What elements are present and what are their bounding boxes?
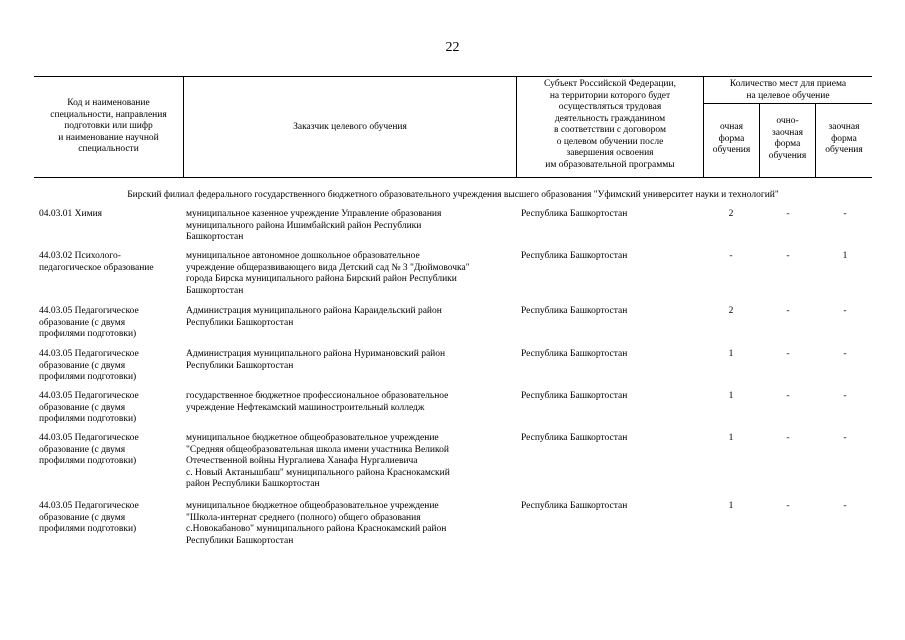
customer-cell [186,306,516,329]
cell-line: 44.03.02 Психолого- [39,251,121,261]
header-line: очно- [776,116,799,126]
cell-line: Башкортостан [186,285,244,296]
part-time-count: - [786,306,790,316]
cell-line: 44.03.05 Педагогическое [39,391,139,401]
cell-line: образование (с двумя [39,317,126,328]
cell-line: муниципального района Ишимбайский район Республики [186,220,422,231]
full-time-count: 1 [728,501,734,511]
cell-line: "Школа-интернат среднего (полного) общего образования [186,512,421,523]
header-line: им образовательной программы [545,159,675,170]
cell-line: с.Новокабаново" муниципального района Краснокамский район [186,524,447,534]
full-time-count: 2 [728,209,734,219]
header-line: на целевое обучение [746,90,830,101]
part-time-count: - [786,433,790,443]
subject-cell: Республика Башкортостан [521,306,628,316]
customer-cell [186,209,516,244]
full-time-count: 2 [728,306,734,316]
header-line: подготовки или шифр [64,121,153,131]
cell-line: муниципальное бюджетное общеобразовательное учреждение [186,501,439,511]
customer-cell [186,501,516,547]
part-time-count: - [786,209,790,219]
part-time-count: - [786,349,790,359]
specialty-code [39,433,189,468]
cell-line: города Бирска муниципального района Бирский район Республики [186,274,457,284]
cell-line: государственное бюджетное профессиональное образовательное [186,391,449,401]
extramural-count: - [843,306,847,316]
customer-cell [186,391,516,414]
cell-line: педагогическое образование [39,262,154,273]
header-line: обучения [768,150,807,161]
cell-line: образование (с двумя [39,444,126,455]
cell-line: муниципальное казенное учреждение Управление образования [186,209,442,219]
header-divider [183,76,184,177]
extramural-count: - [843,349,847,359]
subject-cell: Республика Башкортостан [521,209,628,219]
cell-line: учреждение общеразвивающего вида Детский сад № 3 "Дюймовочка" [186,262,470,273]
header-divider [516,76,517,177]
cell-line: 44.03.05 Педагогическое [39,349,139,359]
full-time-count: - [729,251,733,261]
customer-cell [186,433,516,491]
specialty-code [39,501,189,536]
header-line: Количество мест для приема [729,79,847,89]
cell-line: "Средняя общеобразовательная школа имени участника Великой [186,444,449,455]
part-time-count: - [786,501,790,511]
customer-cell [186,251,516,297]
specialty-code [39,209,189,221]
cell-line: муниципальное бюджетное общеобразовательное учреждение [186,433,439,443]
subject-cell: Республика Башкортостан [521,433,628,443]
header-line: осуществляться трудовая [558,102,662,112]
extramural-count: - [843,391,847,401]
cell-line: 44.03.05 Педагогическое [39,433,139,443]
header-line: заочная [772,127,803,138]
header-places-column [704,79,872,102]
cell-line: профилями подготовки) [39,414,137,424]
header-line: Код и наименование [67,98,150,108]
header-top-rule [34,76,872,77]
header-line: обучения [825,145,863,155]
header-line: деятельность гражданином [554,113,666,124]
header-line: о целевом обучении после [556,136,664,147]
cell-line: с. Новый Актанышбаш" муниципального района Краснокамский [186,467,450,478]
header-divider [703,103,872,104]
cell-line: Администрация муниципального района Нуримановский район [186,349,446,359]
cell-line: 04.03.01 Химия [39,209,103,219]
header-part-time-column [760,116,815,162]
cell-line: Республики Башкортостан [186,535,294,546]
cell-line: Администрация муниципального района Караидельский район [186,306,442,316]
cell-line: Республики Башкортостан [186,317,294,328]
cell-line: учреждение Нефтекамский машиностроительный колледж [186,402,425,413]
header-line: обучения [712,145,751,155]
subject-cell: Республика Башкортостан [521,251,628,261]
specialty-code [39,306,189,341]
part-time-count: - [786,391,790,401]
customer-cell [186,349,516,372]
header-bottom-rule [34,177,872,178]
part-time-count: - [786,251,790,261]
cell-line: муниципальное автономное дошкольное образовательное [186,251,420,261]
header-line: очная [720,122,743,132]
header-line: и наименование научной [58,132,159,143]
subject-cell: Республика Башкортостан [521,391,628,401]
cell-line: 44.03.05 Педагогическое [39,501,139,511]
header-line: форма [774,139,801,149]
specialty-code [39,349,189,384]
cell-line: 44.03.05 Педагогическое [39,306,139,316]
cell-line: Отечественной войны Нургалиева Ханафа Нургалиевича [186,456,418,466]
subject-cell: Республика Башкортостан [521,349,628,359]
cell-line: профилями подготовки) [39,524,137,534]
cell-line: профилями подготовки) [39,456,137,466]
full-time-count: 1 [728,391,734,401]
cell-line: образование (с двумя [39,360,126,371]
cell-line: профилями подготовки) [39,329,137,339]
page-number: 22 [445,40,460,55]
specialty-code [39,251,189,274]
header-extramural-column [816,122,872,157]
cell-line: образование (с двумя [39,512,126,523]
specialty-code [39,391,189,426]
header-line: специальности, направления [50,109,167,120]
header-line: форма [831,133,857,144]
extramural-count: 1 [842,251,848,261]
full-time-count: 1 [728,349,734,359]
section-title: Бирский филиал федерального государственного бюджетного образовательного учреждения высшего образования "Уфимский университет науки и технологий" [127,190,779,200]
extramural-count: - [843,209,847,219]
header-line: форма [718,133,745,144]
cell-line: Башкортостан [186,232,244,242]
header-line: заочная [828,122,860,132]
header-line: Субъект Российской Федерации, [544,79,676,89]
cell-line: образование (с двумя [39,402,126,413]
full-time-count: 1 [728,433,734,443]
header-line: в соответствии с договором [553,125,666,135]
cell-line: Республики Башкортостан [186,360,294,371]
extramural-count: - [843,433,847,443]
header-line: на территории которого будет [549,90,671,101]
header-customer-column [186,122,514,134]
header-line: завершения освоения [566,148,654,158]
cell-line: профилями подготовки) [39,372,137,382]
extramural-count: - [843,501,847,511]
subject-cell: Республика Башкортостан [521,501,628,511]
cell-line: район Республики Башкортостан [186,479,320,489]
header-line: Заказчик целевого обучения [293,122,407,132]
header-subject-column [518,79,702,171]
header-full-time-column [704,122,759,157]
header-code-column [36,98,181,156]
header-line: специальности [78,144,139,154]
